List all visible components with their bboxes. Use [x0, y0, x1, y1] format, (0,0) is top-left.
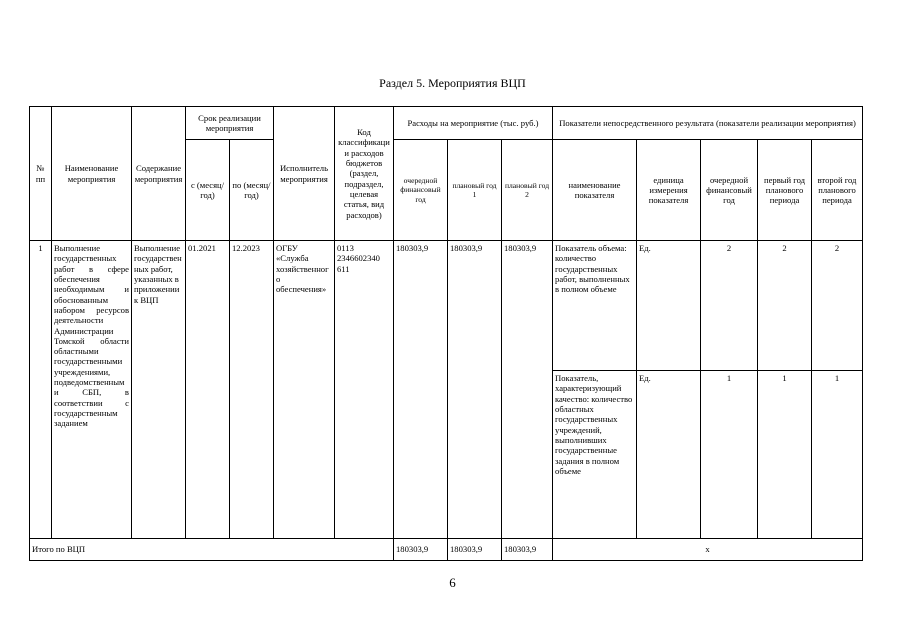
row-to: 12.2023 [230, 241, 274, 539]
total-indicators: х [553, 539, 863, 561]
table-row [30, 241, 863, 371]
header-executor: Исполнитель мероприятия [274, 107, 335, 241]
indicator-name: Показатель, характеризующий качество: количество областных государственных учреждений, выполнивших государственные задания в полном объеме [553, 371, 637, 539]
row-from: 01.2021 [186, 241, 230, 539]
header-content: Содержание мероприятия [132, 107, 186, 241]
indicator-first: 1 [758, 371, 812, 539]
row-exp-current: 180303,9 [394, 241, 448, 539]
header-period-to: по (месяц/год) [230, 140, 274, 241]
header-code: Код классификации расходов бюджетов (раздел, подраздел, целевая статья, вид расходов) [335, 107, 394, 241]
header-no: № пп [30, 107, 52, 241]
indicator-unit: Ед. [637, 371, 701, 539]
indicator-first: 2 [758, 241, 812, 371]
indicator-second: 2 [812, 241, 863, 371]
header-exp-plan2: плановый год 2 [502, 140, 553, 241]
row-content: Выполнение государственных работ, указанных в приложении к ВЦП [132, 241, 186, 539]
total-row [30, 539, 863, 561]
row-no: 1 [30, 241, 52, 539]
header-expenses: Расходы на мероприятие (тыс. руб.) [394, 107, 553, 140]
header-exp-current: очередной финансовый год [394, 140, 448, 241]
header-ind-unit: единица измерения показателя [637, 140, 701, 241]
row-name: Выполнение государственных работ в сфере обеспечения необходимым и обоснованным набором ресурсов деятельности Администрации Томской области областными государственными учреждениями, подведомственными СБП, в соответствии с государственным заданием [52, 241, 132, 539]
header-exp-plan1: плановый год 1 [448, 140, 502, 241]
section-title: Раздел 5. Мероприятия ВЦП [379, 76, 526, 90]
page-number: 6 [449, 575, 456, 590]
header-name: Наименование мероприятия [52, 107, 132, 241]
total-exp-plan2: 180303,9 [502, 539, 553, 561]
row-exp-plan2: 180303,9 [502, 241, 553, 539]
header-row-1 [30, 107, 863, 140]
header-period-from: с (месяц/год) [186, 140, 230, 241]
header-indicators: Показатели непосредственного результата (показатели реализации мероприятия) [553, 107, 863, 140]
header-period: Срок реализации мероприятия [186, 107, 274, 140]
total-label: Итого по ВЦП [30, 539, 394, 561]
header-ind-current: очередной финансовый год [701, 140, 758, 241]
activities-table [29, 106, 863, 561]
row-executor: ОГБУ «Служба хозяйственного обеспечения» [274, 241, 335, 539]
row-exp-plan1: 180303,9 [448, 241, 502, 539]
indicator-current: 2 [701, 241, 758, 371]
total-exp-current: 180303,9 [394, 539, 448, 561]
indicator-name: Показатель объема: количество государственных работ, выполненных в полном объеме [553, 241, 637, 371]
row-code: 0113 2346602340 611 [335, 241, 394, 539]
indicator-current: 1 [701, 371, 758, 539]
header-ind-first: первый год планового периода [758, 140, 812, 241]
indicator-second: 1 [812, 371, 863, 539]
header-ind-second: второй год планового периода [812, 140, 863, 241]
total-exp-plan1: 180303,9 [448, 539, 502, 561]
header-ind-name: наименование показателя [553, 140, 637, 241]
indicator-unit: Ед. [637, 241, 701, 371]
